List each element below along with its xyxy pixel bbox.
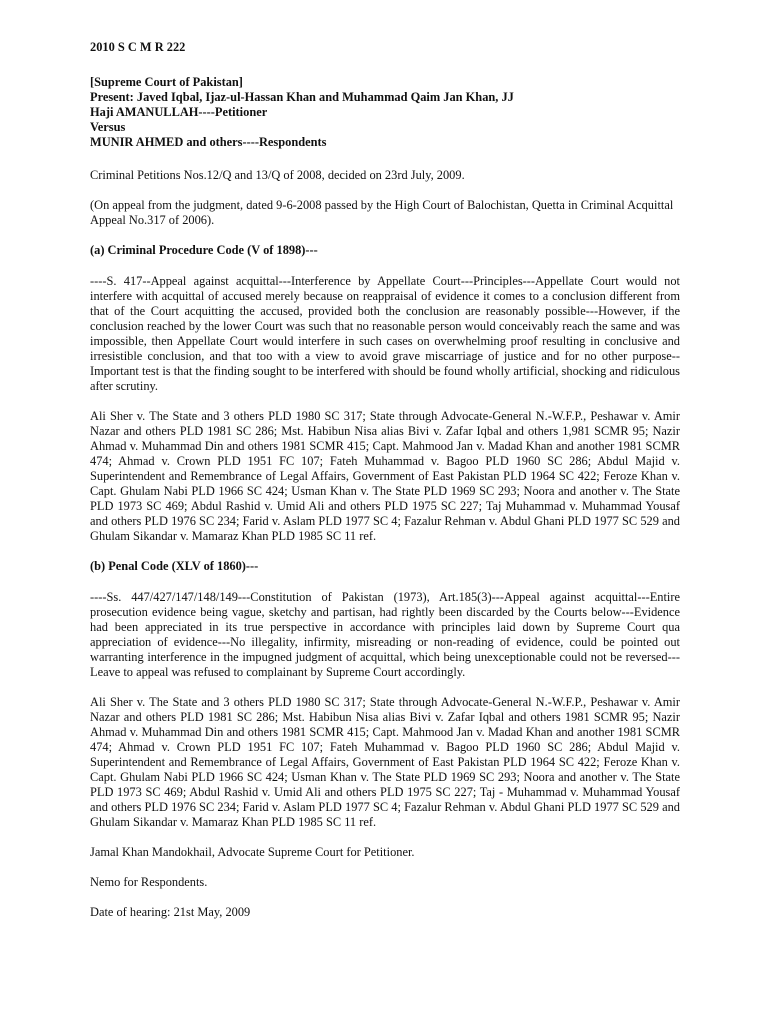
respondents: MUNIR AHMED and others----Respondents [90,135,327,149]
section-a-references: Ali Sher v. The State and 3 others PLD 1980 SC 317; State through Advocate-General N.-W.F.P., Peshawar v. Amir Nazar and others PLD 1981 SC 286; Mst. Habibun Nisa alias Bivi v. Zafar Iqbal and others 1,981 SCMR 95; Nazir Ahmad v. Muhammad Din and others 1981 SCMR 415; Capt. Mahmood Jan v. Madad Khan and another 1981 SCMR 474; Ahmad v. Crown PLD 1951 FC 107; Fateh Muhammad v. Bagoo PLD 1960 SC 286; Abdul Majid v. Superintendent and Remembrance of Legal Affairs, Government of East Pakistan PLD 1964 SC 422; Feroze Khan v. Capt. Ghulam Nabi PLD 1966 SC 424; Usman Khan v. The State PLD 1969 SC 293; Noora and another v. The State PLD 1973 SC 469; Abdul Rashid v. Umid Ali and others PLD 1975 SC 227; Taj Muhammad v. Muhammad Yousaf and others PLD 1976 SC 234; Farid v. Aslam PLD 1977 SC 4; Fazalur Rehman v. Abdul Ghani PLD 1977 SC 529 and Ghulam Sikandar v. Mamaraz Khan PLD 1985 SC 11 ref. [90,409,680,543]
nemo-line: Nemo for Respondents. [90,875,208,889]
section-a-body: ----S. 417--Appeal against acquittal---Interference by Appellate Court---Principles---Appellate Court would not interfere with acquittal of accused merely because on reappraisal of evidence it comes to a conclusion different from that of the Court acquitting the accused, provided both the conclusion are reasonably possible---However, if the conclusion reached by the lower Court was such that no reasonable person would conceivably reach the same and was impossible, then Appellate Court would interfere in such cases on overwhelming proof resulting in conclusive and irresistible conclusion, and that too with a view to avoid grave miscarriage of justice and for no other purpose--Important test is that the finding sought to be interfered with should be found wholly artificial, shocking and ridiculous after scrutiny. [90,274,680,393]
petitions-line: Criminal Petitions Nos.12/Q and 13/Q of 2008, decided on 23rd July, 2009. [90,168,465,182]
petitioner: Haji AMANULLAH----Petitioner [90,105,268,119]
case-header [90,75,680,150]
section-a-heading: (a) Criminal Procedure Code (V of 1898)--- [90,243,318,257]
versus: Versus [90,120,126,134]
appeal-line: (On appeal from the judgment, dated 9-6-2008 passed by the High Court of Balochistan, Quetta in Criminal Acquittal Appeal No.317 of 2006). [90,198,674,227]
section-b-references: Ali Sher v. The State and 3 others PLD 1980 SC 317; State through Advocate-General N.-W.F.P., Peshawar v. Amir Nazar and others PLD 1981 SC 286; Mst. Habibun Nisa alias Bivi v. Zafar Iqbal and others 1981 SCMR 95; Nazir Ahmad v. Muhammad Din and others 1981 SCMR 415; Capt. Mahmood Jan v. Madad Khan and another 1981 SCMR 474; Ahmad v. Crown PLD 1951 FC 107; Fateh Muhammad v. Bagoo PLD 1960 SC 286; Abdul Majid v. Superintendent and Remembrance of Legal Affairs, Government of East Pakistan PLD 1964 SC 422; Feroze Khan v. Capt. Ghulam Nabi PLD 1966 SC 424; Usman Khan v. The State PLD 1969 SC 293; Noora and another v. The State PLD 1973 SC 469; Abdul Rashid v. Umid Ali and others PLD 1975 SC 227; Taj - Muhammad v. Muhammad Yousaf and others PLD 1976 SC 234; Farid v. Aslam PLD 1977 SC 4; Fazalur Rehman v. Abdul Ghani PLD 1977 SC 529 and Ghulam Sikandar v. Mamaraz Khan PLD 1985 SC 11 ref. [90,695,680,829]
bench-present: Present: Javed Iqbal, Ijaz-ul-Hassan Khan and Muhammad Qaim Jan Khan, JJ [90,90,514,104]
counsel-line: Jamal Khan Mandokhail, Advocate Supreme Court for Petitioner. [90,845,415,859]
court-name: [Supreme Court of Pakistan] [90,75,243,89]
document-page [90,40,680,935]
citation: 2010 S C M R 222 [90,40,186,54]
hearing-date: Date of hearing: 21st May, 2009 [90,905,251,919]
section-b-heading: (b) Penal Code (XLV of 1860)--- [90,559,259,573]
section-b-body: ----Ss. 447/427/147/148/149---Constitution of Pakistan (1973), Art.185(3)---Appeal against acquittal---Entire prosecution evidence being vague, sketchy and partisan, had rightly been discarded by the Courts below---Evidence had been appreciated in its true perspective in accordance with principles laid down by Supreme Court qua appreciation of evidence---No illegality, infirmity, misreading or non-reading of evidence, could be pointed out warranting interference in the impugned judgment of acquittal, which being unexceptionable could not be reversed---Leave to appeal was refused to complainant by Supreme Court accordingly. [90,590,680,679]
